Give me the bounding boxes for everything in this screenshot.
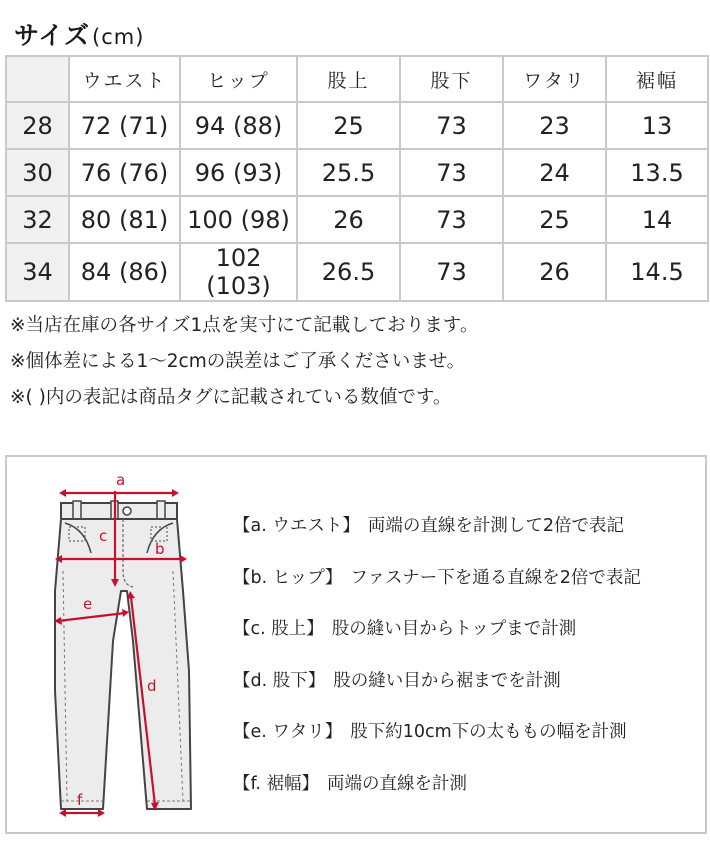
cell-hem: 14.5 <box>606 243 708 301</box>
legend-key: 【e. ワタリ】 <box>233 722 343 742</box>
header-corner <box>6 56 69 102</box>
legend-item <box>233 670 641 722</box>
label-e: e <box>83 595 93 613</box>
cell-waist: 72 (71) <box>69 102 180 149</box>
header-waist: ウエスト <box>69 56 180 102</box>
table-row <box>6 102 708 149</box>
table-row <box>6 243 708 301</box>
pants-illustration <box>39 471 219 821</box>
cell-thigh: 25 <box>503 196 606 243</box>
legend-item <box>233 515 641 567</box>
cell-inseam: 73 <box>400 243 503 301</box>
cell-thigh: 23 <box>503 102 606 149</box>
legend-desc: 股下約10cm下の太ももの幅を計測 <box>350 722 627 742</box>
cell-rise: 26.5 <box>297 243 400 301</box>
legend-key: 【f. 裾幅】 <box>233 773 320 794</box>
title-unit: (cm) <box>92 25 145 49</box>
legend-item <box>233 618 641 670</box>
cell-rise: 25 <box>297 102 400 149</box>
legend-item <box>233 567 641 619</box>
note-line: ※( )内の表記は商品タグに記載されている数値です。 <box>10 387 452 408</box>
table-row <box>6 196 708 243</box>
title-main: サイズ <box>14 21 91 50</box>
header-inseam: 股下 <box>400 56 503 102</box>
label-b: b <box>155 540 165 558</box>
legend-key: 【d. 股下】 <box>233 670 326 691</box>
cell-hem: 13.5 <box>606 149 708 196</box>
row-size: 34 <box>6 243 69 301</box>
legend-desc: 両端の直線を計測 <box>327 773 468 794</box>
note-line: ※当店在庫の各サイズ1点を実寸にて記載しております。 <box>10 315 479 336</box>
measurement-diagram <box>5 455 707 834</box>
cell-hem: 13 <box>606 102 708 149</box>
cell-hip: 96 (93) <box>180 149 297 196</box>
label-c: c <box>99 527 108 545</box>
cell-hip: 100 (98) <box>180 196 297 243</box>
legend-key: 【a. ウエスト】 <box>233 516 360 536</box>
legend-desc: 両端の直線を計測して2倍で表記 <box>367 516 624 536</box>
cell-rise: 26 <box>297 196 400 243</box>
cell-thigh: 24 <box>503 149 606 196</box>
table-header-row <box>6 56 708 102</box>
legend-item <box>233 721 641 773</box>
measurement-legend <box>233 515 641 824</box>
pants-icon <box>55 501 191 809</box>
legend-key: 【b. ヒップ】 <box>233 567 343 588</box>
label-a: a <box>116 471 126 489</box>
header-hem: 裾幅 <box>606 56 708 102</box>
label-f: f <box>77 791 83 809</box>
cell-waist: 84 (86) <box>69 243 180 301</box>
row-size: 28 <box>6 102 69 149</box>
cell-hip: 94 (88) <box>180 102 297 149</box>
legend-desc: ファスナー下を通る直線を2倍で表記 <box>350 567 641 588</box>
legend-desc: 股の縫い目からトップまで計測 <box>331 619 577 639</box>
legend-desc: 股の縫い目から裾までを計測 <box>333 670 561 691</box>
cell-inseam: 73 <box>400 149 503 196</box>
page-title <box>14 16 144 52</box>
notes <box>10 312 478 420</box>
row-size: 32 <box>6 196 69 243</box>
row-size: 30 <box>6 149 69 196</box>
size-table <box>5 55 709 302</box>
cell-inseam: 73 <box>400 102 503 149</box>
cell-rise: 25.5 <box>297 149 400 196</box>
header-thigh: ワタリ <box>503 56 606 102</box>
legend-key: 【c. 股上】 <box>233 619 324 639</box>
cell-hip: 102 (103) <box>180 243 297 301</box>
cell-inseam: 73 <box>400 196 503 243</box>
header-rise: 股上 <box>297 56 400 102</box>
note-line: ※個体差による1〜2cmの誤差はご了承くださいませ。 <box>10 351 466 372</box>
cell-thigh: 26 <box>503 243 606 301</box>
table-row <box>6 149 708 196</box>
legend-item <box>233 773 641 825</box>
cell-waist: 80 (81) <box>69 196 180 243</box>
header-hip: ヒップ <box>180 56 297 102</box>
cell-hem: 14 <box>606 196 708 243</box>
label-d: d <box>147 677 157 695</box>
cell-waist: 76 (76) <box>69 149 180 196</box>
